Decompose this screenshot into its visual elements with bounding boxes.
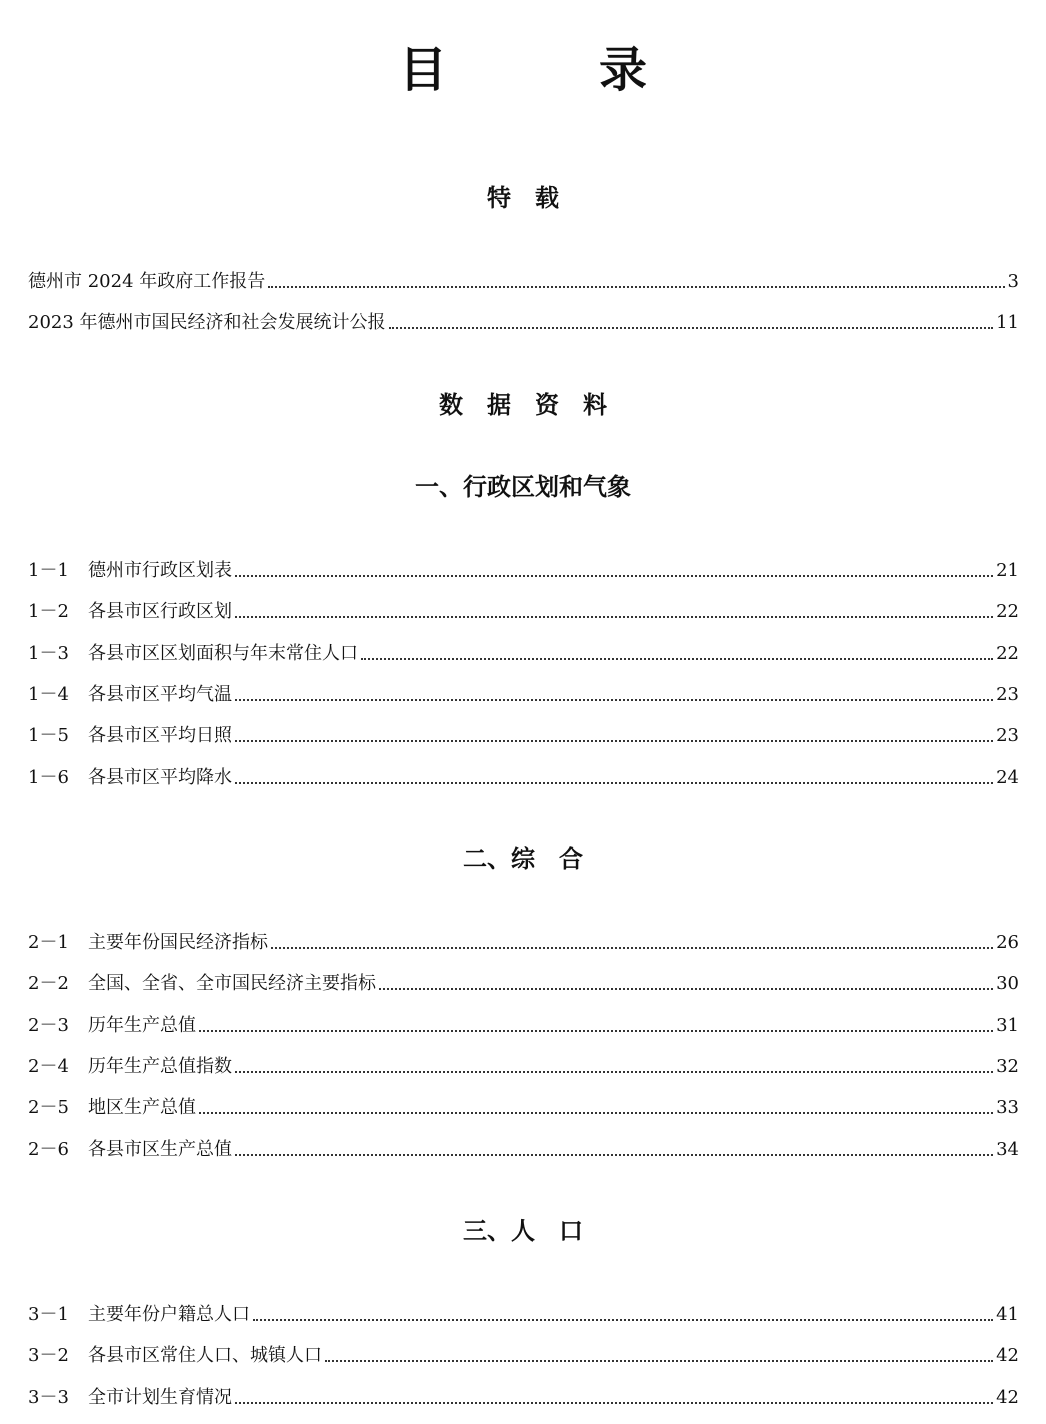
entry-number: 2－3 bbox=[28, 1015, 69, 1036]
toc-entry[interactable] bbox=[28, 1053, 1019, 1079]
entry-title: 德州市 2024 年政府工作报告 bbox=[28, 271, 266, 292]
toc-entry[interactable] bbox=[28, 268, 1019, 294]
entry-page-number: 23 bbox=[996, 725, 1019, 746]
entry-number: 1－6 bbox=[28, 767, 69, 788]
entry-page-number: 34 bbox=[996, 1139, 1019, 1160]
entry-title: 历年生产总值 bbox=[88, 1015, 196, 1036]
entry-page-number: 32 bbox=[996, 1056, 1019, 1077]
toc-entry[interactable] bbox=[28, 722, 1019, 748]
dot-leader bbox=[253, 1319, 993, 1321]
dot-leader bbox=[199, 1112, 993, 1114]
entry-title: 各县市区平均日照 bbox=[88, 725, 232, 746]
entry-number: 3－3 bbox=[28, 1387, 69, 1408]
entry-title: 德州市行政区划表 bbox=[88, 560, 232, 581]
entry-number: 2－6 bbox=[28, 1139, 69, 1160]
section-heading: 数 据 资 料 bbox=[439, 391, 607, 419]
dot-leader bbox=[199, 1030, 993, 1032]
toc-entry[interactable] bbox=[28, 1094, 1019, 1120]
entry-page-number: 30 bbox=[996, 973, 1019, 994]
entry-page-number: 23 bbox=[996, 684, 1019, 705]
dot-leader bbox=[268, 286, 1004, 288]
entry-title: 主要年份国民经济指标 bbox=[88, 932, 268, 953]
dot-leader bbox=[389, 327, 994, 329]
section-heading: 三、人 口 bbox=[463, 1217, 583, 1245]
dot-leader bbox=[271, 947, 993, 949]
toc-entry[interactable] bbox=[28, 640, 1019, 666]
dot-leader bbox=[361, 658, 993, 660]
entry-title: 各县市区平均气温 bbox=[88, 684, 232, 705]
page-title: 目 录 bbox=[398, 42, 699, 98]
entry-number: 2－1 bbox=[28, 932, 69, 953]
toc-entry[interactable] bbox=[28, 1384, 1019, 1410]
entry-title: 全国、全省、全市国民经济主要指标 bbox=[88, 973, 376, 994]
entry-number: 1－1 bbox=[28, 560, 69, 581]
entry-title: 各县市区常住人口、城镇人口 bbox=[88, 1345, 322, 1366]
toc-entry[interactable] bbox=[28, 1301, 1019, 1327]
entry-page-number: 26 bbox=[996, 932, 1019, 953]
entry-title: 地区生产总值 bbox=[88, 1097, 196, 1118]
entry-page-number: 42 bbox=[996, 1387, 1019, 1408]
toc-entry[interactable] bbox=[28, 557, 1019, 583]
entry-number: 1－4 bbox=[28, 684, 69, 705]
dot-leader bbox=[235, 782, 993, 784]
toc-entry[interactable] bbox=[28, 929, 1019, 955]
section-heading: 一、行政区划和气象 bbox=[415, 473, 631, 501]
entry-number: 3－1 bbox=[28, 1304, 69, 1325]
entry-title: 各县市区生产总值 bbox=[88, 1139, 232, 1160]
dot-leader bbox=[235, 1402, 993, 1404]
entry-page-number: 42 bbox=[996, 1345, 1019, 1366]
entry-title: 全市计划生育情况 bbox=[88, 1387, 232, 1408]
dot-leader bbox=[235, 740, 993, 742]
dot-leader bbox=[235, 1071, 993, 1073]
toc-entry[interactable] bbox=[28, 764, 1019, 790]
entry-title: 各县市区行政区划 bbox=[88, 601, 232, 622]
toc-entry[interactable] bbox=[28, 1342, 1019, 1368]
dot-leader bbox=[235, 616, 993, 618]
dot-leader bbox=[379, 988, 993, 990]
entry-page-number: 33 bbox=[996, 1097, 1019, 1118]
entry-number: 2－5 bbox=[28, 1097, 69, 1118]
toc-entry[interactable] bbox=[28, 598, 1019, 624]
dot-leader bbox=[325, 1360, 993, 1362]
entry-number: 1－3 bbox=[28, 643, 69, 664]
entry-number: 2－2 bbox=[28, 973, 69, 994]
section-heading: 二、综 合 bbox=[463, 845, 583, 873]
entry-number: 1－5 bbox=[28, 725, 69, 746]
entry-page-number: 11 bbox=[996, 312, 1019, 333]
entry-title: 历年生产总值指数 bbox=[88, 1056, 232, 1077]
entry-title: 2023 年德州市国民经济和社会发展统计公报 bbox=[28, 312, 386, 333]
entry-title: 主要年份户籍总人口 bbox=[88, 1304, 250, 1325]
toc-entry[interactable] bbox=[28, 1136, 1019, 1162]
entry-page-number: 41 bbox=[996, 1304, 1019, 1325]
toc-entry[interactable] bbox=[28, 309, 1019, 335]
toc-entry[interactable] bbox=[28, 1012, 1019, 1038]
entry-number: 2－4 bbox=[28, 1056, 69, 1077]
entry-number: 3－2 bbox=[28, 1345, 69, 1366]
entry-page-number: 3 bbox=[1007, 271, 1019, 292]
entry-number: 1－2 bbox=[28, 601, 69, 622]
entry-title: 各县市区区划面积与年末常住人口 bbox=[88, 643, 358, 664]
entry-page-number: 22 bbox=[996, 601, 1019, 622]
entry-page-number: 31 bbox=[996, 1015, 1019, 1036]
toc-entry[interactable] bbox=[28, 970, 1019, 996]
dot-leader bbox=[235, 1154, 993, 1156]
dot-leader bbox=[235, 575, 993, 577]
entry-page-number: 21 bbox=[996, 560, 1019, 581]
entry-page-number: 24 bbox=[996, 767, 1019, 788]
section-heading: 特 载 bbox=[487, 184, 559, 212]
toc-entry[interactable] bbox=[28, 681, 1019, 707]
entry-page-number: 22 bbox=[996, 643, 1019, 664]
dot-leader bbox=[235, 699, 993, 701]
entry-title: 各县市区平均降水 bbox=[88, 767, 232, 788]
